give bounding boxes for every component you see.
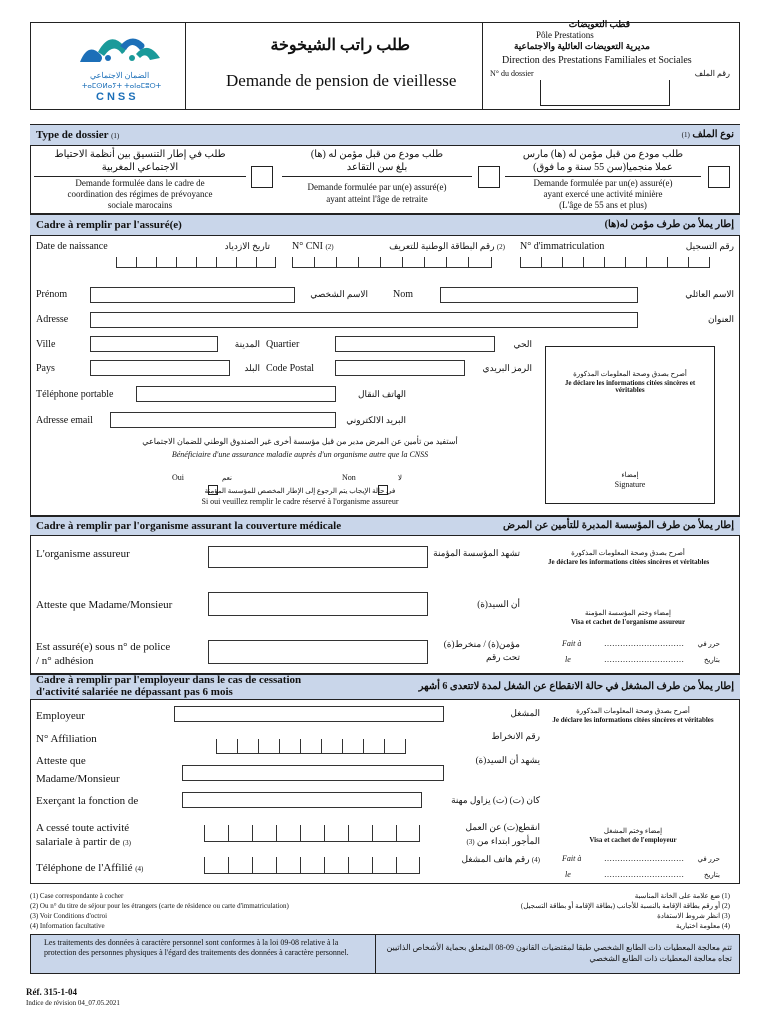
cp-label: Code Postal bbox=[266, 363, 315, 374]
affiliation-label: N° Affiliation bbox=[36, 733, 97, 745]
immat-field[interactable] bbox=[520, 258, 710, 268]
emp-le-dots[interactable]: ………………………… bbox=[604, 870, 684, 879]
opt2-fr-l1: Demande formulée par un(e) assuré(e) bbox=[307, 182, 447, 192]
dossier-number-field[interactable] bbox=[540, 80, 670, 106]
ville-label: Ville bbox=[36, 339, 56, 350]
emp-fait-ar: حرر في bbox=[697, 855, 720, 863]
cni-field[interactable] bbox=[292, 258, 492, 268]
employeur-label-ar: المشغل bbox=[510, 708, 540, 718]
employeur-label: Employeur bbox=[36, 710, 85, 722]
organisme-title-fr: Cadre à remplir par l'organisme assurant la couverture médicale bbox=[36, 520, 342, 532]
cnss-logo bbox=[70, 28, 170, 106]
naissance-label: Date de naissance bbox=[36, 241, 108, 252]
prenom-label: Prénom bbox=[36, 289, 68, 300]
emp-atteste-l1: Atteste que bbox=[36, 755, 86, 767]
assure-title-fr: Cadre à remplir par l'assuré(e) bbox=[36, 219, 182, 231]
opt2-ar-l1: طلب مودع من قبل مؤمن له (ها) bbox=[310, 149, 444, 160]
type-dossier-label-ar: نوع الملف (1) bbox=[681, 129, 734, 140]
note-ar-1: (1) ضع علامة على الخانة المناسبة bbox=[634, 892, 730, 900]
police-field[interactable] bbox=[208, 640, 428, 664]
opt3-ar-l1: طلب مودع من قبل مؤمن له (ها) مارس bbox=[522, 149, 684, 160]
assureur-field[interactable] bbox=[208, 546, 428, 568]
org-declare-ar: أصرح بصدق وصحة المعلومات المذكورة bbox=[571, 549, 685, 557]
oui-label-ar: نعم bbox=[222, 474, 232, 482]
type-dossier-label: Type de dossier (1) bbox=[36, 129, 120, 141]
emp-visa-fr: Visa et cachet de l'employeur bbox=[589, 836, 677, 844]
emp-le-ar: بتاريخ bbox=[703, 871, 720, 879]
emp-visa-ar: إمضاء وختم المشغل bbox=[603, 827, 663, 835]
employeur-field[interactable] bbox=[174, 706, 444, 722]
tel-field[interactable] bbox=[136, 386, 336, 402]
nom-field[interactable] bbox=[440, 287, 638, 303]
note-fr-4: (4) Information facultative bbox=[30, 922, 105, 930]
cp-label-ar: الرمز البريدي bbox=[482, 363, 532, 373]
emp-declare-fr: Je déclare les informations citées sincères et véritables bbox=[552, 716, 714, 724]
emp-fait-dots[interactable]: ………………………… bbox=[604, 854, 684, 863]
privacy-fr: Les traitements des données à caractère personnel sont conformes à la loi 09-08 relative à la protection des personnes physiques à l'égard des traitements des données à caractère personnel. bbox=[44, 938, 349, 957]
employeur-title-l2: d'activité salariée ne dépassant pas 6 mois bbox=[36, 686, 233, 698]
opt1-ar-l1: طلب في إطار التنسيق بين أنظمة الاحتياط bbox=[54, 149, 226, 160]
org-fait-dots[interactable]: ………………………… bbox=[604, 639, 684, 648]
police-label-l2: / n° adhésion bbox=[36, 655, 94, 667]
footer-ref: Réf. 315-1-04 bbox=[26, 987, 77, 997]
opt2-checkbox[interactable] bbox=[478, 166, 500, 188]
ville-field[interactable] bbox=[90, 336, 218, 352]
note-ar-2: (2) أو رقم بطاقة الإقامة بالنسبة للأجانب (بطاقة الإقامة أو بطاقة التسجيل) bbox=[520, 902, 730, 910]
oui-label: Oui bbox=[172, 473, 184, 482]
fonction-label: Exerçant la fonction de bbox=[36, 795, 139, 807]
immat-label: N° d'immatriculation bbox=[520, 241, 605, 252]
opt2-fr-l2: ayant atteint l'âge de retraite bbox=[326, 194, 428, 204]
adresse-label-ar: العنوان bbox=[707, 314, 734, 324]
opt2-sep bbox=[282, 176, 472, 177]
logo-text-amz: ⵜⴰⵎⵙⵍⴰⵢⵜ ⵜⴰⵏⴰⵎⵓⵔⵜ bbox=[82, 82, 162, 90]
org-fait-label: Fait à bbox=[562, 639, 582, 648]
fonction-label-ar: كان (ت) (ت) يزاول مهنة bbox=[451, 795, 540, 805]
pole-fr: Pôle Prestations bbox=[536, 30, 594, 40]
logo-text-ar: الضمان الاجتماعي bbox=[90, 71, 150, 80]
note-ar-3: (3) انظر شروط الاستفادة bbox=[657, 912, 730, 920]
opt1-sep bbox=[34, 176, 246, 177]
employeur-title-ar: إطار يملأ من طرف المشغل في حالة الانقطاع عن الشغل لمدة لاتتعدى 6 أشهر bbox=[418, 681, 734, 692]
cesse-label-ar-l1: انقطع(ت) عن العمل bbox=[465, 822, 540, 832]
email-label: Adresse email bbox=[36, 415, 93, 426]
assureur-label: L'organisme assureur bbox=[36, 548, 130, 560]
pays-label-ar: البلد bbox=[244, 363, 260, 373]
police-label-ar-l2: تحت رقم bbox=[485, 652, 520, 662]
adresse-field[interactable] bbox=[90, 312, 638, 328]
assure-sign-fr: Signature bbox=[614, 480, 646, 489]
prenom-label-ar: الاسم الشخصي bbox=[310, 289, 368, 299]
opt3-sep bbox=[505, 176, 701, 177]
opt1-ar-l2: الاجتماعي المغربية bbox=[101, 162, 179, 173]
quartier-field[interactable] bbox=[335, 336, 495, 352]
emp-le-label: le bbox=[565, 870, 571, 879]
emp-atteste-l2: Madame/Monsieur bbox=[36, 773, 120, 785]
note-fr-3: (3) Voir Conditions d'octroi bbox=[30, 912, 108, 920]
dossier-label-ar: رقم الملف bbox=[694, 69, 730, 78]
naissance-field[interactable] bbox=[116, 258, 276, 268]
affiliation-label-ar: رقم الانخراط bbox=[491, 731, 540, 741]
emp-tel-label-ar: (4) رقم هاتف المشغل bbox=[461, 854, 540, 864]
nom-label: Nom bbox=[393, 289, 413, 300]
atteste-field[interactable] bbox=[208, 592, 428, 616]
atteste-label: Atteste que Madame/Monsieur bbox=[36, 599, 173, 611]
note-fr-1: (1) Case correspondante à cocher bbox=[30, 892, 124, 900]
cesse-label-l1: A cessé toute activité bbox=[36, 822, 130, 834]
emp-atteste-field[interactable] bbox=[182, 765, 444, 781]
police-label-l1: Est assuré(e) sous n° de police bbox=[36, 641, 171, 653]
adresse-label: Adresse bbox=[36, 314, 69, 325]
header-divider-left bbox=[185, 22, 186, 110]
opt1-fr-l3: sociale marocains bbox=[107, 200, 173, 210]
opt2-ar-l2: بلغ سن التقاعد bbox=[346, 162, 408, 173]
direction-ar: مديرية التعويضات العائلية والاجتماعية bbox=[513, 41, 650, 51]
note-fr-2: (2) Ou n° du titre de séjour pour les étrangers (carte de résidence ou carte d'immatriculation) bbox=[30, 902, 289, 910]
logo-text: CNSS bbox=[96, 91, 139, 103]
opt1-fr-l1: Demande formulée dans le cadre de bbox=[75, 178, 205, 188]
affiliation-field[interactable] bbox=[216, 740, 406, 754]
form-title-fr: Demande de pension de vieillesse bbox=[226, 71, 457, 90]
note-ar: في حالة الإيجاب يتم الرجوع إلى الإطار المخصص للمؤسسة المؤمنة bbox=[204, 487, 396, 495]
tel-label-ar: الهاتف النقال bbox=[358, 389, 406, 399]
opt3-checkbox[interactable] bbox=[708, 166, 730, 188]
tel-label: Téléphone portable bbox=[36, 389, 114, 400]
employeur-title-l1: Cadre à remplir par l'employeur dans le cas de cessation bbox=[36, 674, 302, 686]
pole-ar: قطب التعويضات bbox=[568, 19, 630, 29]
prenom-field[interactable] bbox=[90, 287, 295, 303]
org-fait-ar: حرر في bbox=[697, 640, 720, 648]
opt3-fr-l2: ayant exercé une activité minière bbox=[543, 189, 663, 199]
pays-field[interactable] bbox=[90, 360, 230, 376]
assure-sign-ar: إمضاء bbox=[621, 471, 639, 479]
opt1-fr-l2: coordination des régimes de prévoyance bbox=[67, 189, 213, 199]
organisme-title-ar: إطار يملأ من طرف المؤسسة المدبرة للتأمين عن المرض bbox=[503, 520, 734, 531]
quartier-label-ar: الحي bbox=[513, 339, 532, 349]
immat-label-ar: رقم التسجيل bbox=[685, 241, 734, 251]
cnss-logo-icon bbox=[70, 28, 170, 68]
cesse-label-l2: salariale à partir de (3) bbox=[36, 836, 131, 848]
dossier-label-fr: N° du dossier bbox=[490, 69, 534, 78]
non-label: Non bbox=[342, 473, 356, 482]
naissance-label-ar: تاريخ الازدياد bbox=[224, 241, 270, 251]
assure-title-ar: إطار يملأ من طرف مؤمن له(ها) bbox=[604, 219, 734, 230]
emp-tel-label: Téléphone de l'Affilié (4) bbox=[36, 862, 144, 874]
privacy-ar: تتم معالجة المعطيات ذات الطابع الشخصي طبقا لمقتضيات القانون 09-08 المتعلق بحماية الأشخاص الذاتيين تجاه معالجة المعطيات ذات الطابع الشخصي bbox=[386, 943, 732, 963]
opt3-fr-l3: (L'âge de 55 ans et plus) bbox=[559, 200, 647, 210]
form-title-ar: طلب راتب الشيخوخة bbox=[270, 37, 410, 54]
org-le-ar: بتاريخ bbox=[703, 656, 720, 664]
org-declare-fr: Je déclare les informations citées sincères et véritables bbox=[548, 558, 710, 566]
quartier-label: Quartier bbox=[266, 339, 300, 350]
cesse-date-field[interactable] bbox=[204, 826, 420, 842]
assureur-label-ar: تشهد المؤسسة المؤمنة bbox=[433, 548, 520, 558]
footer-revision: Indice de révision 04_07.05.2021 bbox=[26, 999, 120, 1007]
cesse-label-ar-l2: المأجور ابتداء من (3) bbox=[466, 836, 540, 846]
cni-label: N° CNI (2) bbox=[292, 241, 334, 252]
org-visa-fr: Visa et cachet de l'organisme assureur bbox=[570, 618, 686, 626]
header-divider-right bbox=[482, 22, 483, 110]
org-le-label: le bbox=[565, 655, 571, 664]
ville-label-ar: المدينة bbox=[234, 339, 260, 349]
opt3-fr-l1: Demande formulée par un(e) assuré(e) bbox=[533, 178, 673, 188]
org-le-dots[interactable]: ………………………… bbox=[604, 655, 684, 664]
emp-fait-label: Fait à bbox=[562, 854, 582, 863]
note-fr: Si oui veuillez remplir le cadre réservé à l'organisme assureur bbox=[201, 497, 399, 506]
benef-fr: Bénéficiaire d'une assurance maladie auprès d'un organisme autre que la CNSS bbox=[171, 450, 429, 459]
non-label-ar: لا bbox=[398, 474, 402, 482]
note-ar-4: (4) معلومة اختيارية bbox=[676, 922, 730, 930]
org-visa-ar: إمضاء وختم المؤسسة المؤمنة bbox=[585, 609, 671, 617]
assure-declare-fr: Je déclare les informations citées sincères et véritables bbox=[564, 379, 696, 394]
opt1-checkbox[interactable] bbox=[251, 166, 273, 188]
emp-tel-field[interactable] bbox=[204, 858, 420, 874]
fonction-field[interactable] bbox=[182, 792, 422, 808]
emp-atteste-label-ar: يشهد أن السيد(ة) bbox=[475, 755, 540, 765]
cp-field[interactable] bbox=[335, 360, 465, 376]
email-field[interactable] bbox=[110, 412, 336, 428]
emp-declare-ar: أصرح بصدق وصحة المعلومات المذكورة bbox=[576, 707, 690, 715]
cni-label-ar: (2) رقم البطاقة الوطنية للتعريف bbox=[389, 241, 505, 251]
benef-ar: أستفيد من تأمين عن المرض مدبر من قبل مؤسسة أخرى غير الصندوق الوطني للضمان الاجتماعي bbox=[142, 437, 458, 446]
privacy-divider bbox=[375, 934, 376, 974]
atteste-label-ar: أن السيد(ة) bbox=[477, 599, 520, 609]
direction-fr: Direction des Prestations Familiales et Sociales bbox=[502, 55, 692, 66]
pays-label: Pays bbox=[36, 363, 55, 374]
police-label-ar-l1: مؤمن(ة) / منخرط(ة) bbox=[443, 639, 520, 649]
assure-declare-ar: أصرح بصدق وصحة المعلومات المذكورة bbox=[573, 370, 687, 378]
email-label-ar: البريد الالكتروني bbox=[346, 415, 406, 425]
opt3-ar-l2: عملا منجميا(سن 55 سنة و ما فوق) bbox=[533, 162, 673, 173]
nom-label-ar: الاسم العائلي bbox=[685, 289, 734, 299]
